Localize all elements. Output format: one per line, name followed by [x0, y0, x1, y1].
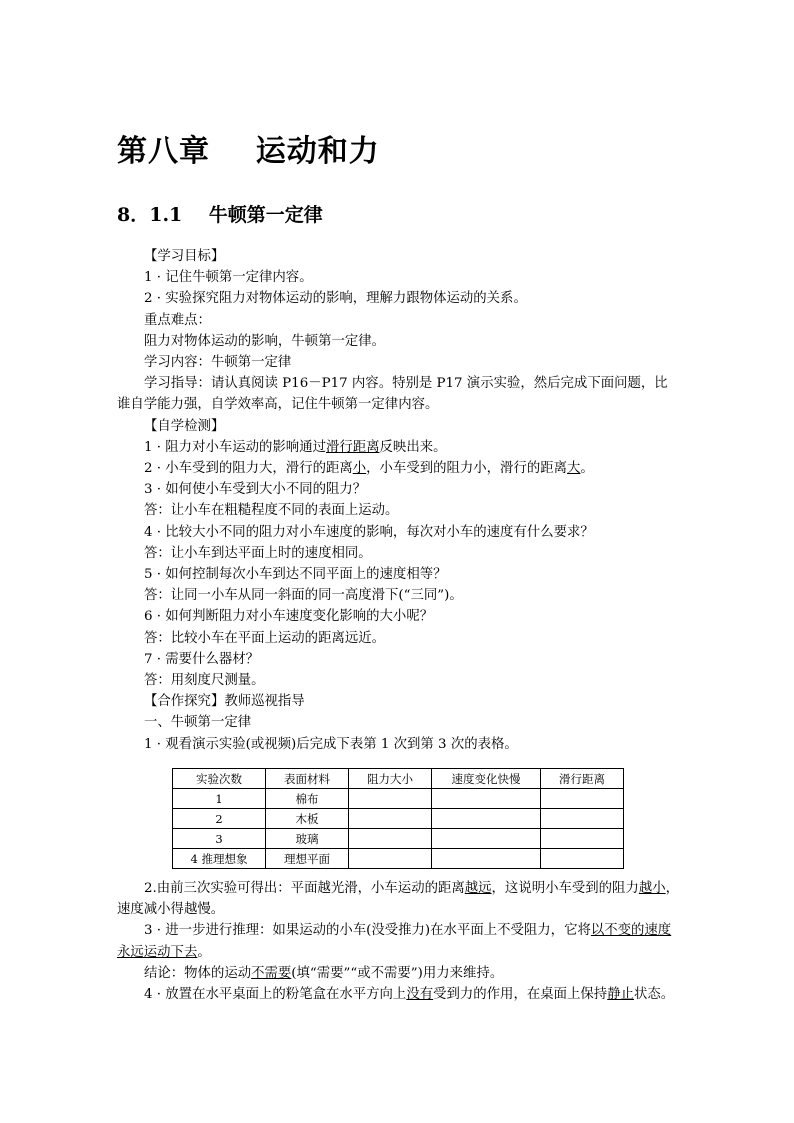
answer-blank: 越远 — [464, 881, 492, 896]
question-5: 5 · 如何控制每次小车到达不同平面上的速度相等？ — [144, 567, 447, 583]
coop-item-1: 1 · 观看演示实验(或视频)后完成下表第 1 次到第 3 次的表格。 — [144, 736, 518, 752]
table-cell — [541, 849, 624, 869]
table-cell: 棉布 — [266, 789, 349, 809]
answer-blank: 以不变的速度永远运动下去 — [117, 923, 672, 960]
table-cell — [541, 789, 624, 809]
table-header: 速度变化快慢 — [432, 769, 541, 789]
table-header: 表面材料 — [266, 769, 349, 789]
table-header-row — [173, 769, 624, 789]
table-cell: 1 — [173, 789, 266, 809]
table-cell — [541, 809, 624, 829]
question-2: 2 · 小车受到的阻力大，滑行的距离小，小车受到的阻力小，滑行的距离大。 — [144, 461, 594, 477]
answer-4: 答：让小车到达平面上时的速度相同。 — [144, 545, 372, 561]
table-header: 阻力大小 — [349, 769, 432, 789]
answer-7: 答：用刻度尺测量。 — [144, 673, 265, 689]
key-points-label: 重点难点： — [144, 312, 211, 328]
table-row — [173, 789, 624, 809]
goals-heading: 【学习目标】 — [144, 249, 225, 264]
table-cell — [432, 809, 541, 829]
conclusion-summary: 结论：物体的运动不需要(填“需要”“或不需要”)用力来维持。 — [144, 965, 504, 981]
answer-blank: 没有 — [406, 987, 434, 1003]
conclusion-4: 4 · 放置在水平桌面上的粉笔盒在水平方向上没有受到力的作用，在桌面上保持静止状态。 — [144, 987, 675, 1003]
conclusions — [117, 878, 679, 1005]
table-row — [173, 849, 624, 869]
table-cell: 2 — [173, 809, 266, 829]
question-6: 6 · 如何判断阻力对小车速度变化影响的大小呢？ — [144, 609, 434, 625]
section-title: 8．1.1 牛顿第一定律 — [117, 204, 323, 226]
answer-blank: 滑行距离 — [325, 439, 380, 455]
table-cell: 玻璃 — [266, 829, 349, 849]
question-7: 7 · 需要什么器材？ — [144, 651, 260, 667]
table-cell — [349, 829, 432, 849]
table-cell — [432, 849, 541, 869]
study-content — [117, 246, 679, 755]
goal-1: 1 · 记住牛顿第一定律内容。 — [144, 270, 313, 286]
table-cell — [349, 849, 432, 869]
answer-blank: 小 — [352, 461, 367, 477]
study-content-line: 学习内容：牛顿第一定律 — [144, 355, 292, 371]
self-check-heading: 【自学检测】 — [144, 418, 225, 434]
table-cell — [432, 829, 541, 849]
study-guide: 学习指导：请认真阅读 P16－P17 内容。特别是 P17 演示实验，然后完成下面问题，比谁自学能力强，自学效率高，记住牛顿第一定律内容。 — [117, 376, 668, 413]
answer-6: 答：比较小车在平面上运动的距离远近。 — [144, 630, 386, 646]
conclusion-2: 2.由前三次实验可得出：平面越光滑，小车运动的距离越远，这说明小车受到的阻力越小，速度减小得越慢。 — [117, 881, 680, 918]
conclusion-3: 3 · 进一步进行推理：如果运动的小车(没受推力)在水平面上不受阻力，它将以不变的速度永远运动下去。 — [117, 923, 672, 960]
question-3: 3 · 如何使小车受到大小不同的阻力？ — [144, 482, 367, 498]
answer-blank: 越小 — [638, 881, 666, 896]
table-cell — [541, 829, 624, 849]
table-row — [173, 809, 624, 829]
table-row — [173, 829, 624, 849]
table-cell: 木板 — [266, 809, 349, 829]
answer-3: 答：让小车在粗糙程度不同的表面上运动。 — [144, 503, 399, 519]
chapter-title: 第八章 运动和力 — [117, 134, 380, 169]
subsection-newton-law: 一、牛顿第一定律 — [144, 715, 252, 731]
table-cell: 3 — [173, 829, 266, 849]
table-header: 实验次数 — [173, 769, 266, 789]
goal-2: 2 · 实验探究阻力对物体运动的影响，理解力跟物体运动的关系。 — [144, 291, 527, 307]
coop-heading: 【合作探究】教师巡视指导 — [144, 694, 305, 710]
table-cell: 4 推理想象 — [173, 849, 266, 869]
answer-blank: 不需要 — [251, 965, 292, 981]
table-header: 滑行距离 — [541, 769, 624, 789]
key-points-text: 阻力对物体运动的影响，牛顿第一定律。 — [144, 333, 386, 349]
answer-blank: 静止 — [607, 987, 634, 1003]
experiment-table — [172, 768, 624, 869]
question-1: 1 · 阻力对小车运动的影响通过滑行距离反映出来。 — [144, 439, 447, 455]
answer-5: 答：让同一小车从同一斜面的同一高度滑下(“三同”)。 — [144, 588, 463, 604]
answer-blank: 大 — [567, 461, 581, 477]
table-cell — [349, 809, 432, 829]
question-4: 4 · 比较大小不同的阻力对小车速度的影响，每次对小车的速度有什么要求？ — [144, 524, 594, 540]
table-cell — [432, 789, 541, 809]
table-cell — [349, 789, 432, 809]
table-cell: 理想平面 — [266, 849, 349, 869]
